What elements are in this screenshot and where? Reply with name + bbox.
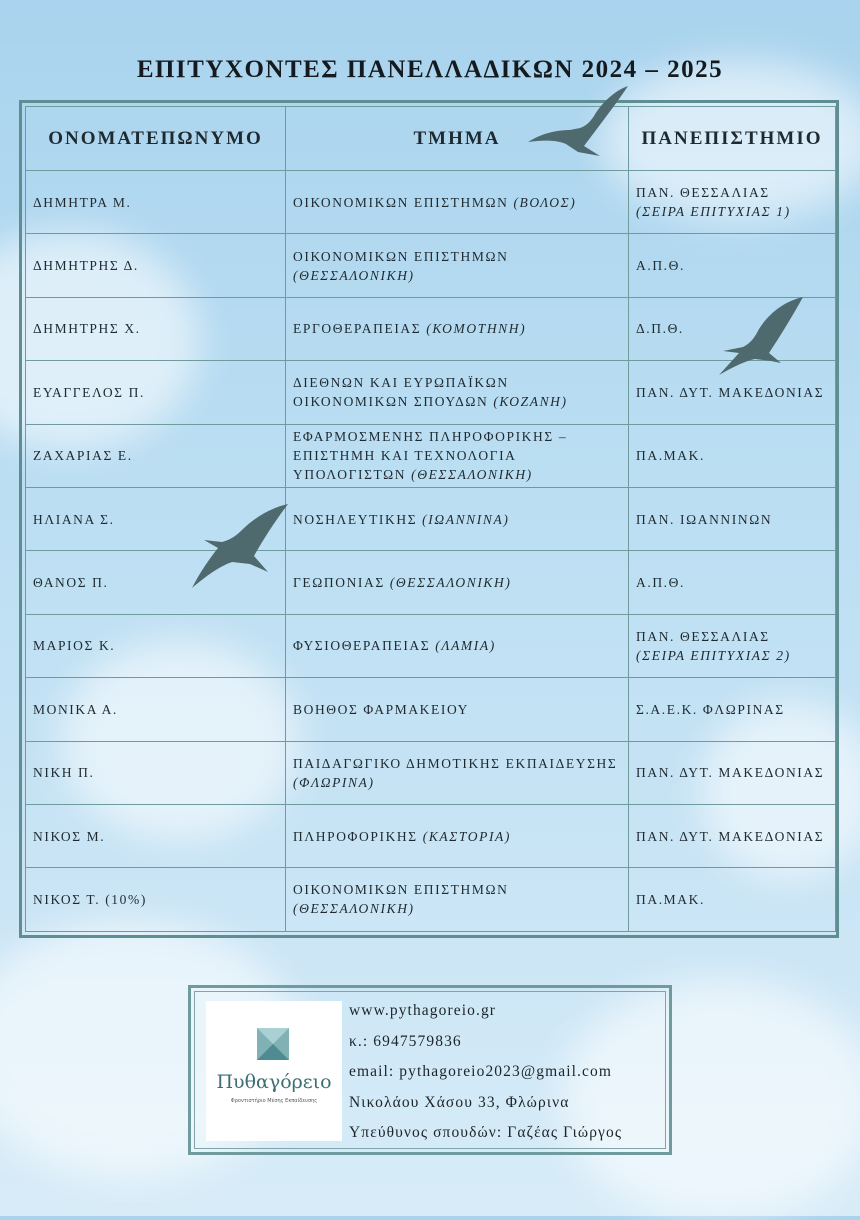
university-name: ΠΑΝ. ΔΥΤ. ΜΑΚΕΔΟΝΙΑΣ (636, 828, 825, 844)
university-cell (629, 678, 836, 741)
university-name: ΠΑΝ. ΘΕΣΣΑΛΙΑΣ (636, 185, 770, 201)
table-row (26, 678, 836, 741)
table-row (26, 171, 836, 234)
page-title: ΕΠΙΤΥΧΟΝΤΕΣ ΠΑΝΕΛΛΑΔΙΚΩΝ 2024 – 2025 (136, 56, 724, 83)
university-cell (629, 868, 836, 931)
department-city: (ΛΑΜΙΑ) (435, 638, 496, 654)
seagull-icon (520, 82, 632, 158)
table-row (26, 297, 836, 360)
department-name: ΕΦΑΡΜΟΣΜΕΝΗΣ ΠΛΗΡΟΦΟΡΙΚΗΣ – ΕΠΙΣΤΗΜΗ ΚΑΙ ΤΕΧΝΟΛΟΓΙΑ ΥΠΟΛΟΓΙΣΤΩΝ (293, 429, 568, 483)
student-name: ΜΟΝΙΚΑ Α. (26, 678, 286, 741)
table-row (26, 487, 836, 550)
seagull-icon (188, 500, 292, 592)
university-cell (629, 171, 836, 234)
table-row (26, 868, 836, 931)
department-cell (286, 234, 629, 297)
student-name: ΔΗΜΗΤΡΗΣ Δ. (26, 234, 286, 297)
department-name: ΕΡΓΟΘΕΡΑΠΕΙΑΣ (293, 321, 422, 337)
student-name: ΕΥΑΓΓΕΛΟΣ Π. (26, 361, 286, 424)
student-name: ΝΙΚΗ Π. (26, 741, 286, 804)
department-cell (286, 424, 629, 487)
logo-tagline: Φροντιστήριο Μέσης Εκπαίδευσης (230, 1098, 318, 1104)
department-name: ΒΟΗΘΟΣ ΦΑΡΜΑΚΕΙΟΥ (293, 701, 469, 717)
department-cell (286, 487, 629, 550)
department-city: (ΘΕΣΣΑΛΟΝΙΚΗ) (411, 467, 533, 483)
department-cell (286, 741, 629, 804)
header-university: ΠΑΝΕΠΙΣΤΗΜΙΟ (629, 107, 836, 171)
department-city: (ΘΕΣΣΑΛΟΝΙΚΗ) (293, 267, 415, 283)
department-name: ΝΟΣΗΛΕΥΤΙΚΗΣ (293, 511, 418, 527)
university-cell (629, 614, 836, 677)
department-name: ΓΕΩΠΟΝΙΑΣ (293, 575, 385, 591)
university-name: Σ.Α.Ε.Κ. ΦΛΩΡΙΝΑΣ (636, 701, 785, 717)
university-cell (629, 551, 836, 614)
department-cell (286, 614, 629, 677)
table-row (26, 614, 836, 677)
department-cell (286, 361, 629, 424)
department-cell (286, 551, 629, 614)
university-name: Α.Π.Θ. (636, 575, 685, 591)
university-name: ΠΑ.ΜΑΚ. (636, 448, 705, 464)
header-name: ΟΝΟΜΑΤΕΠΩΝΥΜΟ (26, 107, 286, 171)
university-name: ΠΑΝ. ΙΩΑΝΝΙΝΩΝ (636, 511, 773, 527)
contact-details (349, 1000, 622, 1153)
logo-name: Πυθαγόρειο (216, 1071, 332, 1093)
phone-text: κ.: 6947579836 (349, 1032, 462, 1050)
student-name: ΖΑΧΑΡΙΑΣ Ε. (26, 424, 286, 487)
department-name: ΔΙΕΘΝΩΝ ΚΑΙ ΕΥΡΩΠΑΪΚΩΝ ΟΙΚΟΝΟΜΙΚΩΝ ΣΠΟΥΔΩΝ (293, 375, 509, 410)
department-city: (ΦΛΩΡΙΝΑ) (293, 774, 375, 790)
department-city: (ΘΕΣΣΑΛΟΝΙΚΗ) (389, 575, 512, 591)
university-note: (ΣΕΙΡΑ ΕΠΙΤΥΧΙΑΣ 2) (636, 647, 791, 663)
email-link[interactable]: email: pythagoreio2023@gmail.com (349, 1063, 612, 1080)
department-city: (ΘΕΣΣΑΛΟΝΙΚΗ) (293, 901, 415, 917)
logo (206, 1001, 342, 1141)
contact-box (188, 985, 672, 1155)
department-name: ΠΛΗΡΟΦΟΡΙΚΗΣ (293, 828, 418, 844)
department-city: (ΒΟΛΟΣ) (513, 194, 577, 210)
student-name: ΗΛΙΑΝΑ Σ. (26, 487, 286, 550)
university-cell (629, 234, 836, 297)
university-name: ΠΑ.ΜΑΚ. (636, 891, 705, 907)
website-link[interactable]: www.pythagoreio.gr (349, 1002, 497, 1019)
logo-mark-icon (256, 1027, 290, 1061)
department-name: ΠΑΙΔΑΓΩΓΙΚΟ ΔΗΜΟΤΙΚΗΣ ΕΚΠΑΙΔΕΥΣΗΣ (293, 755, 618, 771)
director-text: Υπεύθυνος σπουδών: Γαζέας Γιώργος (349, 1124, 623, 1141)
department-name: ΦΥΣΙΟΘΕΡΑΠΕΙΑΣ (293, 638, 431, 654)
table-row (26, 234, 836, 297)
seagull-icon (715, 295, 807, 385)
department-name: ΟΙΚΟΝΟΜΙΚΩΝ ΕΠΙΣΤΗΜΩΝ (293, 248, 509, 264)
department-city: (ΚΑΣΤΟΡΙΑ) (422, 828, 511, 844)
student-name: ΔΗΜΗΤΡΗΣ Χ. (26, 297, 286, 360)
university-name: ΠΑΝ. ΘΕΣΣΑΛΙΑΣ (636, 628, 770, 644)
university-name: ΠΑΝ. ΔΥΤ. ΜΑΚΕΔΟΝΙΑΣ (636, 384, 825, 400)
department-city: (ΚΟΖΑΝΗ) (493, 394, 568, 410)
student-name: ΘΑΝΟΣ Π. (26, 551, 286, 614)
university-note: (ΣΕΙΡΑ ΕΠΙΤΥΧΙΑΣ 1) (636, 204, 791, 220)
table-row (26, 424, 836, 487)
student-name: ΝΙΚΟΣ Τ. (10%) (26, 868, 286, 931)
department-cell (286, 297, 629, 360)
university-name: ΠΑΝ. ΔΥΤ. ΜΑΚΕΔΟΝΙΑΣ (636, 765, 825, 781)
department-cell (286, 678, 629, 741)
university-cell (629, 804, 836, 867)
department-name: ΟΙΚΟΝΟΜΙΚΩΝ ΕΠΙΣΤΗΜΩΝ (293, 882, 509, 898)
department-city: (ΙΩΑΝΝΙΝΑ) (422, 511, 510, 527)
table-header-row (26, 107, 836, 171)
department-city: (ΚΟΜΟΤΗΝΗ) (426, 321, 527, 337)
university-cell (629, 424, 836, 487)
table-row (26, 741, 836, 804)
university-name: Δ.Π.Θ. (636, 321, 684, 337)
department-name: ΟΙΚΟΝΟΜΙΚΩΝ ΕΠΙΣΤΗΜΩΝ (293, 194, 509, 210)
address-text: Νικολάου Χάσου 33, Φλώρινα (349, 1093, 570, 1111)
header-department: ΤΜΗΜΑ (286, 107, 629, 171)
table-row (26, 804, 836, 867)
results-table (25, 106, 836, 932)
department-cell (286, 804, 629, 867)
university-cell (629, 487, 836, 550)
department-cell (286, 171, 629, 234)
department-cell (286, 868, 629, 931)
university-name: Α.Π.Θ. (636, 258, 685, 274)
contact-box-inner (194, 991, 666, 1149)
student-name: ΝΙΚΟΣ Μ. (26, 804, 286, 867)
table-row (26, 361, 836, 424)
student-name: ΔΗΜΗΤΡΑ Μ. (26, 171, 286, 234)
university-cell (629, 741, 836, 804)
table-row (26, 551, 836, 614)
student-name: ΜΑΡΙΟΣ Κ. (26, 614, 286, 677)
results-table-frame (19, 100, 839, 938)
